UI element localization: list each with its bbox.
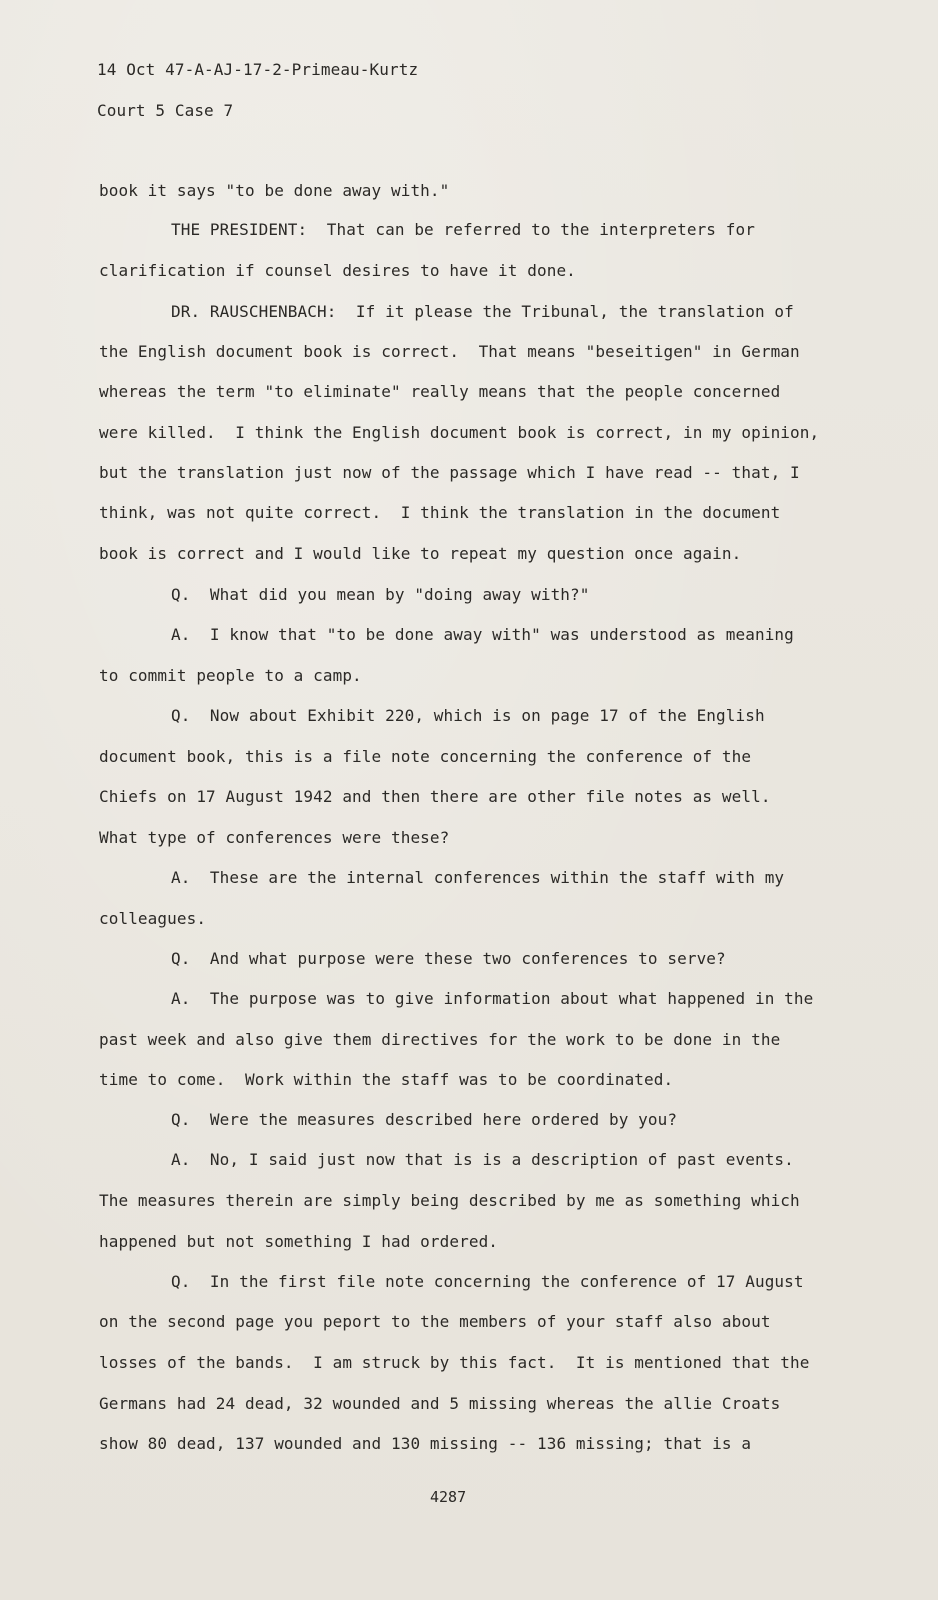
transcript-line: DR. RAUSCHENBACH: If it please the Tribunal, the translation of (171, 302, 794, 321)
transcript-line: THE PRESIDENT: That can be referred to the interpreters for (171, 220, 755, 239)
page-number: 4287 (430, 1488, 467, 1506)
transcript-line: colleagues. (99, 909, 207, 928)
transcript-line: past week and also give them directives for the work to be done in the (99, 1030, 781, 1049)
transcript-line: Q. In the first file note concerning the conference of 17 August (171, 1272, 804, 1291)
transcript-line: but the translation just now of the passage which I have read -- that, I (99, 463, 800, 482)
transcript-line: show 80 dead, 137 wounded and 130 missing -- 136 missing; that is a (99, 1434, 752, 1453)
transcript-line: clarification if counsel desires to have it done. (99, 261, 576, 280)
transcript-line: Chiefs on 17 August 1942 and then there are other file notes as well. (99, 787, 771, 806)
transcript-line: Germans had 24 dead, 32 wounded and 5 missing whereas the allie Croats (99, 1394, 781, 1413)
transcript-line: A. The purpose was to give information about what happened in the (171, 989, 814, 1008)
transcript-line: Q. Now about Exhibit 220, which is on page 17 of the English (171, 706, 765, 725)
transcript-line: Q. What did you mean by "doing away with?" (171, 585, 590, 604)
transcript-line: whereas the term "to eliminate" really means that the people concerned (99, 382, 781, 401)
transcript-line: Q. And what purpose were these two conferences to serve? (171, 949, 726, 968)
transcript-line: on the second page you peport to the members of your staff also about (99, 1312, 771, 1331)
court-case-label: Court 5 Case 7 (97, 101, 234, 120)
transcript-line: Q. Were the measures described here ordered by you? (171, 1110, 678, 1129)
transcript-line: happened but not something I had ordered. (99, 1232, 499, 1251)
transcript-line: What type of conferences were these? (99, 828, 450, 847)
transcript-line: time to come. Work within the staff was to be coordinated. (99, 1070, 674, 1089)
transcript-line: to commit people to a camp. (99, 666, 362, 685)
transcript-line: book it says "to be done away with." (99, 181, 450, 200)
transcript-line: think, was not quite correct. I think the translation in the document (99, 503, 781, 522)
document-reference: 14 Oct 47-A-AJ-17-2-Primeau-Kurtz (97, 60, 419, 79)
transcript-line: The measures therein are simply being described by me as something which (99, 1191, 800, 1210)
transcript-line: were killed. I think the English document book is correct, in my opinion, (99, 423, 820, 442)
transcript-line: A. I know that "to be done away with" was understood as meaning (171, 625, 794, 644)
transcript-line: A. No, I said just now that is is a description of past events. (171, 1150, 794, 1169)
transcript-line: the English document book is correct. That means "beseitigen" in German (99, 342, 800, 361)
transcript-line: book is correct and I would like to repeat my question once again. (99, 544, 742, 563)
transcript-line: A. These are the internal conferences within the staff with my (171, 868, 785, 887)
transcript-line: losses of the bands. I am struck by this fact. It is mentioned that the (99, 1353, 810, 1372)
transcript-line: document book, this is a file note concerning the conference of the (99, 747, 752, 766)
